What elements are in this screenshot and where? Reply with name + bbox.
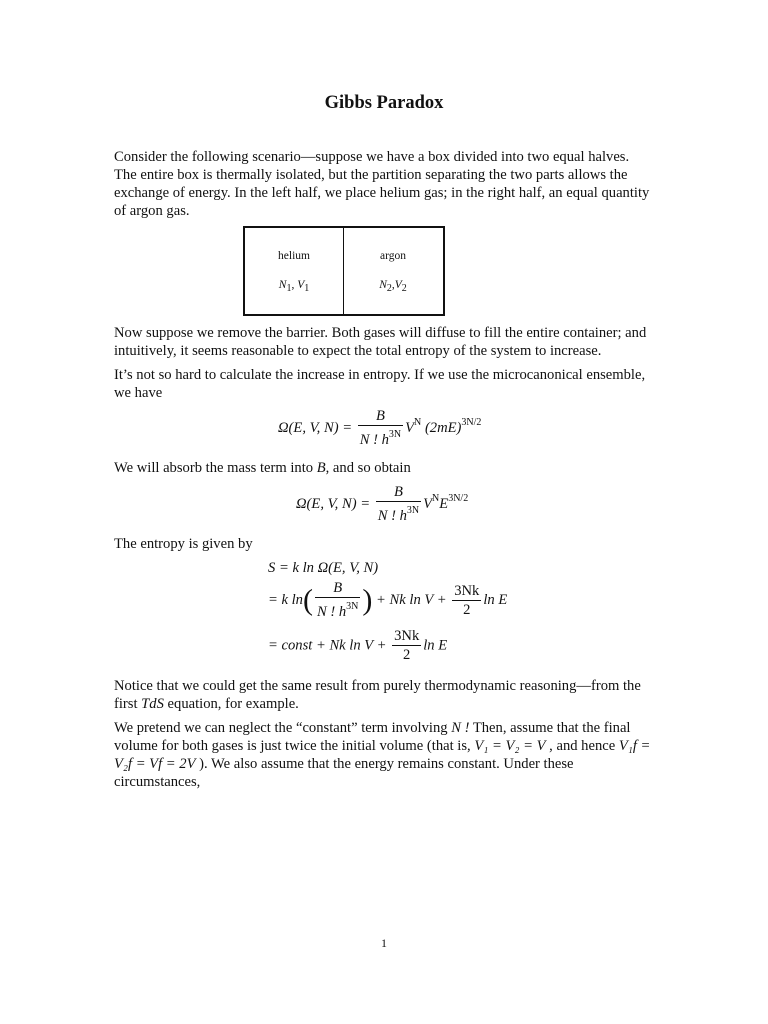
equation-omega-2: Ω(E, V, N) = $\frac{B}{N ! h^{3N}}$ $V^NE^{3N/2}$	[296, 484, 469, 524]
helium-symbols: N1, V1	[278, 279, 310, 294]
paragraph-absorb-mass: We will absorb the mass term into B, and so obtain	[114, 460, 411, 476]
helium-label: helium	[278, 250, 310, 262]
argon-label: argon	[380, 250, 406, 262]
argon-symbols: N2,V2	[379, 279, 407, 294]
paragraph-neglect-constant: We pretend we can neglect the “constant” term involving N ! Then, assume that the final volume for both gases is just twice the initial volume (that is, V₁ = V₂ = V , and hence V₁f = V₂f = Vf = 2V ). We also assume that the energy remains constant. Under these circumstances,	[114, 720, 651, 790]
paragraph-entropy-given: The entropy is given by	[114, 536, 253, 552]
paragraph-remove-barrier: Now suppose we remove the barrier. Both gases will diffuse to fill the entire container; and intuitively, it seems reasonable to expect the total entropy of the system to increase.	[114, 325, 647, 359]
box-left-half	[245, 228, 343, 314]
equation-entropy-line-3: = const + Nk ln V + $\frac{3Nk}{2}$ ln E	[268, 628, 448, 663]
partition-box-diagram	[243, 226, 445, 316]
paragraph-thermodynamic: Notice that we could get the same result from purely thermodynamic reasoning—from the first TdS equation, for example.	[114, 678, 641, 712]
equation-omega-1: Ω(E, V, N) = $\frac{B}{N ! h^{3N}}$ $V^N$ $(2mE)^{3N/2}$	[278, 408, 482, 448]
paragraph-intro: Consider the following scenario—suppose we have a box divided into two equal halves. The entire box is thermally isolated, but the partition separating the two parts allows the exchange of energy. In the left half, we place helium gas; in the right half, an equal quantity of argon gas.	[114, 149, 650, 219]
page-number: 1	[381, 936, 387, 950]
paragraph-microcanonical: It’s not so hard to calculate the increase in entropy. If we use the microcanonical ensemble, we have	[114, 367, 646, 401]
equation-entropy-line-2: = k ln( $\frac{B}{N ! h^{3N}}$ ) + Nk ln V + $\frac{3Nk}{2}$ ln E	[268, 580, 508, 620]
page-title: Gibbs Paradox	[324, 93, 444, 113]
box-right-half	[344, 228, 442, 314]
equation-entropy-line-1: S = k ln Ω(E, V, N)	[268, 560, 379, 576]
